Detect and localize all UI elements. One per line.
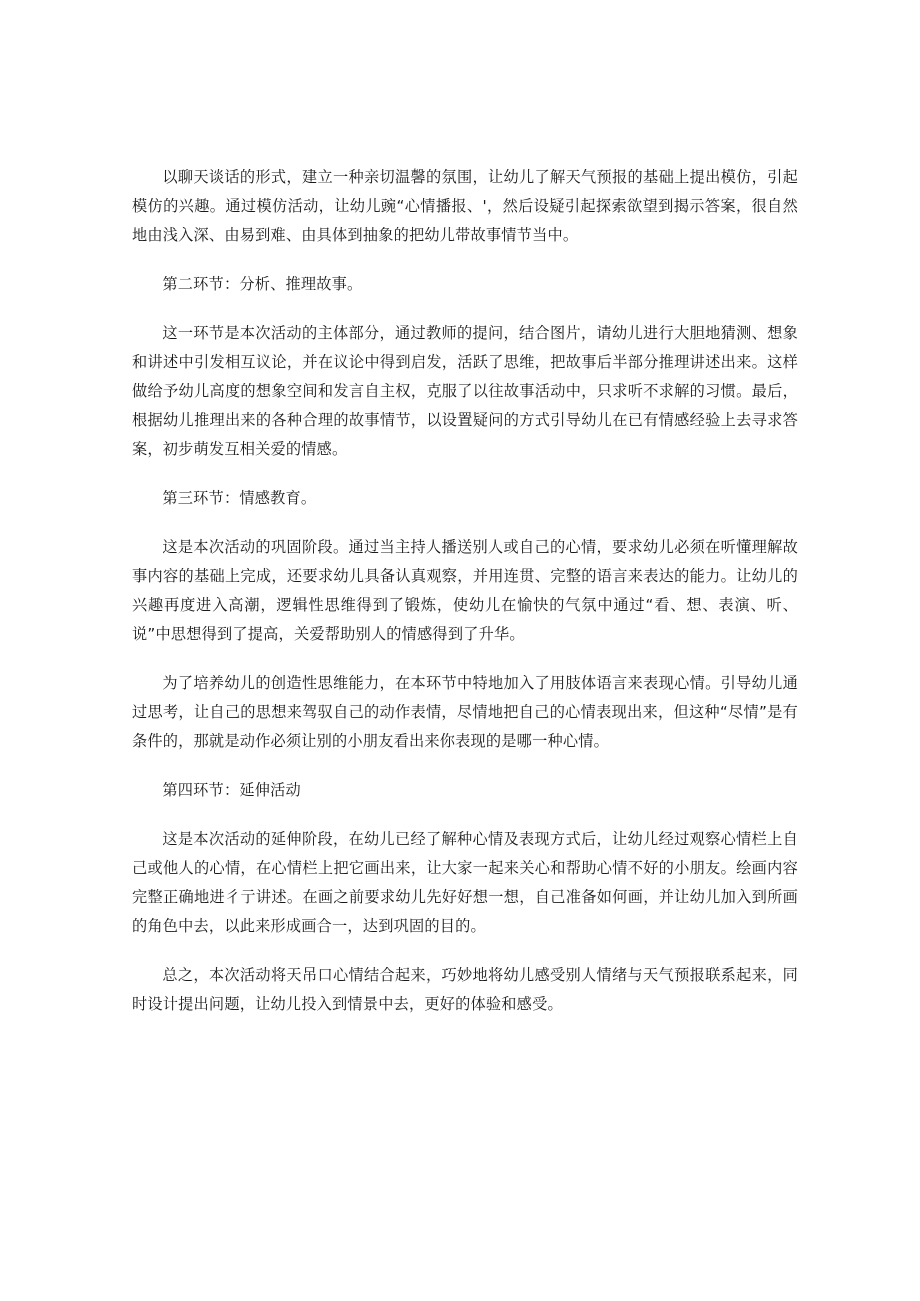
paragraph-section-3: 这是本次活动的巩固阶段。通过当主持人播送别人或自己的心情，要求幼儿必须在听懂理解故事内容的基础上完成，还要求幼儿具备认真观察，并用连贯、完整的语言来表达的能力。让幼儿的兴趣再度进入高潮，逻辑性思维得到了锻炼，使幼儿在愉快的气氛中通过“看、想、表演、听、说”中思想得到了提高，关爱帮助别人的情感得到了升华。	[132, 538, 798, 643]
paragraph-body-language: 为了培养幼儿的创造性思维能力，在本环节中特地加入了用肢体语言来表现心情。引导幼儿通过思考，让自己的思想来驾驭自己的动作表情，尽情地把自己的心情表现出来，但这种“尽情”是有条件的，那就是动作必须让别的小朋友看出来你表现的是哪一种心情。	[132, 674, 798, 750]
paragraph-summary: 总之，本次活动将天吊口心情结合起来，巧妙地将幼儿感受别人情绪与天气预报联系起来，同时设计提出问题，让幼儿投入到情景中去，更好的体验和感受。	[132, 966, 798, 1013]
section-heading-4: 第四环节：延伸活动	[162, 781, 301, 799]
section-heading-2: 第二环节：分析、推理故事。	[162, 275, 363, 293]
document-body	[132, 163, 798, 1039]
paragraph-section-4: 这是本次活动的延伸阶段，在幼儿已经了解种心情及表现方式后，让幼儿经过观察心情栏上自己或他人的心情，在心情栏上把它画出来，让大家一起来关心和帮助心情不好的小朋友。绘画内容完整正确地进彳亍讲述。在画之前要求幼儿先好好想一想，自己准备如何画，并让幼儿加入到所画的角色中去，以此来形成画合一，达到巩固的目的。	[132, 830, 798, 935]
paragraph-section-2: 这一环节是本次活动的主体部分，通过教师的提问，结合图片，请幼儿进行大胆地猜测、想象和讲述中引发相互议论，并在议论中得到启发，活跃了思维，把故事后半部分推理讲述出来。这样做给予幼儿高度的想象空间和发言自主权，克服了以往故事活动中，只求听不求解的习惯。最后，根据幼儿推理出来的各种合理的故事情节，以设置疑问的方式引导幼儿在已有情感经验上去寻求答案，初步萌发互相关爱的情感。	[132, 324, 798, 458]
section-heading-3: 第三环节：情感教育。	[162, 489, 317, 507]
paragraph-intro: 以聊天谈话的形式，建立一种亲切温馨的氛围，让幼儿了解天气预报的基础上提出模仿，引起模仿的兴趣。通过模仿活动，让幼儿豌“心情播报、'，然后设疑引起探索欲望到揭示答案，很自然地由浅入深、由易到难、由具体到抽象的把幼儿带故事情节当中。	[132, 168, 798, 244]
